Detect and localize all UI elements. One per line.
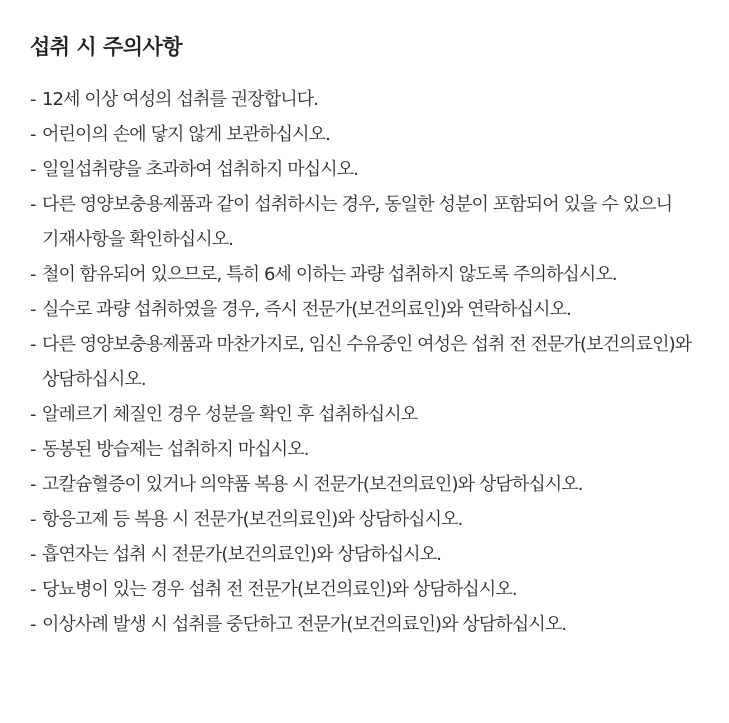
list-item	[30, 607, 719, 642]
list-bullet: -	[30, 194, 36, 215]
list-item	[30, 327, 719, 397]
list-bullet: -	[30, 474, 36, 495]
list-bullet: -	[30, 334, 36, 355]
list-item-text: 철이 함유되어 있으므로, 특히 6세 이하는 과량 섭취하지 않도록 주의하십시오.	[42, 264, 617, 285]
list-item-text: 어린이의 손에 닿지 않게 보관하십시오.	[42, 124, 330, 145]
list-item-text: 고칼슘혈증이 있거나 의약품 복용 시 전문가(보건의료인)와 상담하십시오.	[42, 474, 583, 495]
list-item-text: 다른 영양보충용제품과 같이 섭취하시는 경우, 동일한 성분이 포함되어 있을 수 있으니 기재사항을 확인하십시오.	[42, 194, 673, 250]
list-item	[30, 82, 719, 117]
list-item	[30, 502, 719, 537]
section-title: 섭취 시 주의사항	[30, 35, 183, 59]
list-item	[30, 537, 719, 572]
list-item	[30, 152, 719, 187]
list-bullet: -	[30, 299, 36, 320]
list-bullet: -	[30, 159, 36, 180]
list-item	[30, 292, 719, 327]
list-item	[30, 432, 719, 467]
list-item	[30, 397, 719, 432]
list-item-text: 실수로 과량 섭취하였을 경우, 즉시 전문가(보건의료인)와 연락하십시오.	[42, 299, 571, 320]
list-item	[30, 257, 719, 292]
list-item	[30, 467, 719, 502]
list-item-text: 알레르기 체질인 경우 성분을 확인 후 섭취하십시오	[42, 404, 418, 425]
precautions-list	[30, 82, 719, 642]
list-bullet: -	[30, 89, 36, 110]
list-bullet: -	[30, 264, 36, 285]
list-item-text: 동봉된 방습제는 섭취하지 마십시오.	[42, 439, 309, 460]
list-item-text: 12세 이상 여성의 섭취를 권장합니다.	[42, 89, 319, 110]
list-item-text: 일일섭취량을 초과하여 섭취하지 마십시오.	[42, 159, 359, 180]
list-item-text: 항응고제 등 복용 시 전문가(보건의료인)와 상담하십시오.	[42, 509, 463, 530]
list-bullet: -	[30, 544, 36, 565]
list-item	[30, 117, 719, 152]
list-item-text: 이상사례 발생 시 섭취를 중단하고 전문가(보건의료인)와 상담하십시오.	[42, 614, 567, 635]
list-item	[30, 187, 719, 257]
list-item-text: 흡연자는 섭취 시 전문가(보건의료인)와 상담하십시오.	[42, 544, 442, 565]
list-item	[30, 572, 719, 607]
list-bullet: -	[30, 404, 36, 425]
list-bullet: -	[30, 439, 36, 460]
list-bullet: -	[30, 579, 36, 600]
list-bullet: -	[30, 124, 36, 145]
list-bullet: -	[30, 614, 36, 635]
list-item-text: 당뇨병이 있는 경우 섭취 전 전문가(보건의료인)와 상담하십시오.	[42, 579, 517, 600]
list-item-text: 다른 영양보충용제품과 마찬가지로, 임신 수유중인 여성은 섭취 전 전문가(보건의료인)와 상담하십시오.	[42, 334, 692, 390]
list-bullet: -	[30, 509, 36, 530]
